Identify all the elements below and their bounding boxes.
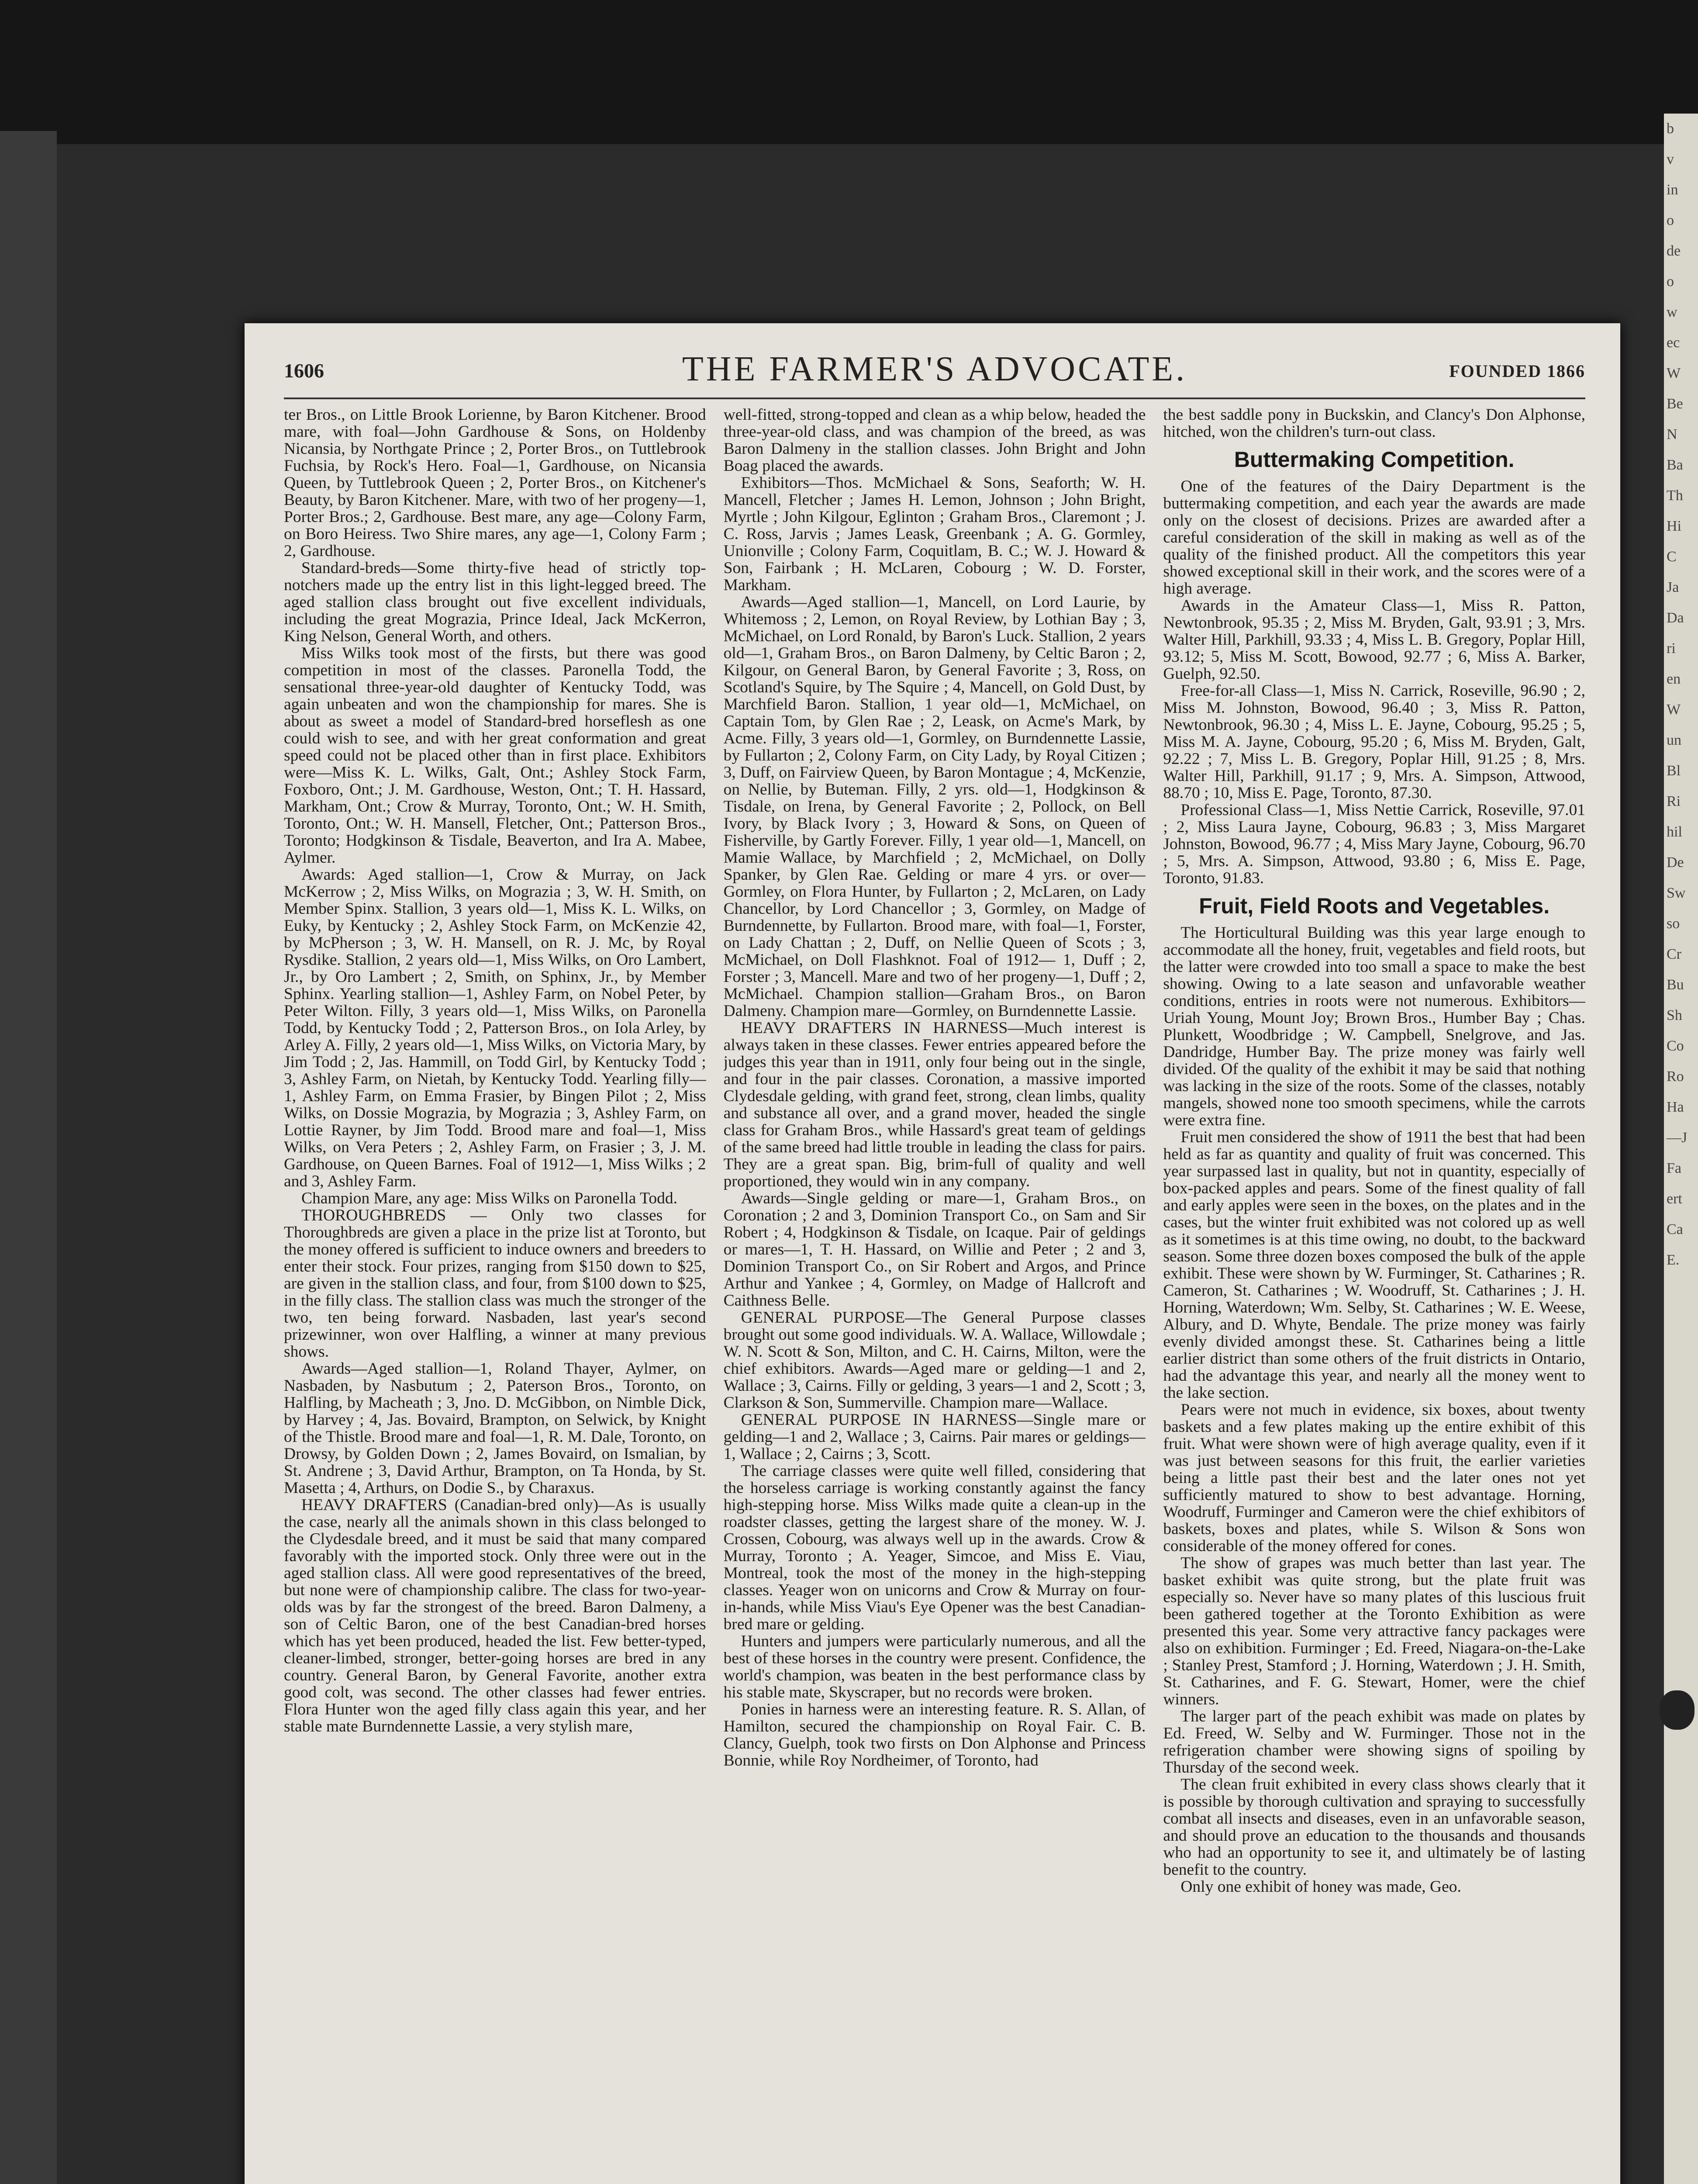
page-number: 1606 [284, 359, 324, 382]
edge-fragment: ert [1667, 1191, 1682, 1207]
edge-fragment: en [1667, 671, 1681, 687]
edge-fragment: b [1667, 121, 1674, 137]
paragraph: Exhibitors—Thos. McMichael & Sons, Seaforth; W. H. Mancell, Fletcher ; James H. Lemon, Johnson ; John Bright, Myrtle ; John Kilgour, Eglinton ; Graham Bros., Claremont ; J. C. Ross, Jarvis ; James Leask, Greenbank ; A. G. Gormley, Unionville ; Colony Farm, Coquitlam, B. C.; W. J. Howard & Son, Fairbank ; H. McLaren, Cobourg ; W. D. Forster, Markham. [723, 474, 1146, 594]
edge-fragment: De [1667, 854, 1684, 871]
column-1 [284, 406, 706, 2184]
paragraph: Fruit men considered the show of 1911 the best that had been held as far as quantity and quality of fruit was concerned. This year surpassed last in quality, but not in quantity, especially of box-packed apples and pears. Some of the finest quality of fall and early apples were seen in the boxes, on the plates and in the cases, but the winter fruit exhibited was not colored up as well as it sometimes is at this time owing, no doubt, to the backward season. Some three dozen boxes composed the bulk of the apple exhibit. These were shown by W. Furminger, St. Catharines ; R. Cameron, St. Catharines ; W. Woodruff, St. Catharines ; J. H. Horning, Waterdown; Wm. Selby, St. Catharines ; W. E. Weese, Albury, and D. Whyte, Bendale. The prize money was fairly evenly divided amongst these. St. Catharines being a little earlier district than some others of the fruit districts in Ontario, had the advantage this year, and nearly all the money went to the lake section. [1163, 1128, 1586, 1402]
paragraph: The Horticultural Building was this year large enough to accommodate all the honey, fruit, vegetables and field roots, but the latter were crowded into too small a space to make the best showing. Owing to a late season and unfavorable weather conditions, entries in roots were not numerous. Exhibitors—Uriah Young, Mount Joy; Brown Bros., Humber Bay ; Chas. Plunkett, Woodbridge ; W. Campbell, Snelgrove, and Jas. Dandridge, Humber Bay. The prize money was fairly well divided. Of the quality of the exhibit it may be said that nothing was lacking in the size of the roots. Some of the classes, notably mangels, showed none too smooth specimens, while the carrots were extra fine. [1163, 924, 1586, 1129]
edge-fragment: ec [1667, 335, 1680, 351]
paragraph: Awards: Aged stallion—1, Crow & Murray, on Jack McKerrow ; 2, Miss Wilks, on Mograzia ; 3, W. H. Smith, on Member Spinx. Stallion, 3 years old—1, Miss K. L. Wilks, on Euky, by Kentucky ; 2, Ashley Stock Farm, on McKenzie 42, by McPherson ; 3, W. H. Mansell, on R. J. Mc, by Royal Rysdike. Stallion, 2 years old—1, Miss Wilks, on Oro Lambert, Jr., by Oro Lambert ; 2, Smith, on Sphinx, Jr., by Member Sphinx. Yearling stallion—1, Ashley Farm, on Nobel Peter, by Peter Wilton. Filly, 3 years old—1, Miss Wilks, on Paronella Todd, by Kentucky Todd ; 2, Patterson Bros., on Iola Arley, by Arley A. Filly, 2 years old—1, Miss Wilks, on Victoria Mary, by Jim Todd ; 2, Jas. Hammill, on Todd Girl, by Kentucky Todd ; 3, Ashley Farm, on Nietah, by Kentucky Todd. Yearling filly—1, Ashley Farm, on Emma Frasier, by Bingen Pilot ; 2, Miss Wilks, on Dossie Mograzia, by Mograzia ; 3, Ashley Farm, on Lottie Rayner, by Jim Todd. Brood mare and foal—1, Miss Wilks, on Vera Peters ; 2, Ashley Farm, on Frasier ; 3, J. M. Gardhouse, on Queen Barnes. Foal of 1912—1, Miss Wilks ; 2 and 3, Ashley Farm. [284, 866, 706, 1190]
paragraph: Hunters and jumpers were particularly numerous, and all the best of these horses in the country were present. Confidence, the world's champion, was beaten in the best performance class by his stable mate, Skyscraper, but no records were broken. [723, 1632, 1146, 1701]
edge-fragment: o [1667, 273, 1674, 290]
paragraph: Pears were not much in evidence, six boxes, about twenty baskets and a few plates making up the entire exhibit of this fruit. What were shown were of high average quality, even if it was just between seasons for this fruit, the earlier varieties being a little past their best and the later ones not yet sufficiently matured to show to best advantage. Horning, Woodruff, Furminger and Cameron were the chief exhibitors of baskets, boxes and plates, while S. Wilson & Sons won considerable of the money offered for cones. [1163, 1401, 1586, 1555]
paragraph: ter Bros., on Little Brook Lorienne, by Baron Kitchener. Brood mare, with foal—John Gardhouse & Sons, on Holdenby Nicansia, by Northgate Prince ; 2, Porter Bros., on Tuttlebrook Fuchsia, by Rock's Hero. Foal—1, Gardhouse, on Nicansia Queen, by Tuttlebrook Queen ; 2, Porter Bros., on Kitchener's Beauty, by Baron Kitchener. Mare, with two of her progeny—1, Porter Bros.; 2, Gardhouse. Best mare, any age—Colony Farm, on Boro Heiress. Two Shire mares, any age—1, Colony Farm ; 2, Gardhouse. [284, 406, 706, 560]
paragraph: Awards—Aged stallion—1, Mancell, on Lord Laurie, by Whitemoss ; 2, Lemon, on Royal Review, by Lothian Bay ; 3, McMichael, on Lord Ronald, by Baron's Luck. Stallion, 2 years old—1, Graham Bros., on Baron Dalmeny, by Celtic Baron ; 2, Kilgour, on General Baron, by General Favorite ; 3, Ross, on Scotland's Squire, by The Squire ; 4, Mancell, on Gold Dust, by Marchfield Baron. Stallion, 1 year old—1, McMichael, on Captain Tom, by Glen Rae ; 2, Leask, on Acme's Mark, by Acme. Filly, 3 years old—1, Gormley, on Burndennette Lassie, by Fullarton ; 2, Colony Farm, on City Lady, by Royal Citizen ; 3, Duff, on Fairview Queen, by Baron Montague ; 4, McKenzie, on Nellie, by Buteman. Filly, 2 yrs. old—1, Hodgkinson & Tisdale, on Irena, by General Favorite ; 2, Pollock, on Bell Ivory, by Black Ivory ; 3, Howard & Sons, on Queen of Fisherville, by Gartly Forever. Filly, 1 year old—1, Mancell, on Mamie Wallace, by Marchfield ; 2, McMichael, on Dolly Spanker, by Glen Rae. Gelding or mare 4 yrs. or over—Gormley, on Flora Hunter, by Fullarton ; 2, McLaren, on Lady Chancellor, by Lord Chancellor ; 3, Gormley, on Madge of Burndennette, by Fullarton. Brood mare, with foal—1, Forster, on Lady Chattan ; 2, Duff, on Nellie Queen of Scots ; 3, McMichael, on Doll Flashknot. Foal of 1912— 1, Duff ; 2, Forster ; 3, Mancell. Mare and two of her progeny—1, Duff ; 2, McMichael. Champion stallion—Graham Bros., on Baron Dalmeny. Champion mare—Gormley, on Burndennette Lassie. [723, 593, 1146, 1020]
article-columns [284, 406, 1585, 2184]
paragraph: Awards—Aged stallion—1, Roland Thayer, Aylmer, on Nasbaden, by Nasbutum ; 2, Paterson Bros., Toronto, on Halfling, by Macheath ; 3, Jno. D. McGibbon, on Nimble Dick, by Harvey ; 4, Jas. Bovaird, Brampton, on Selwick, by Knight of the Thistle. Brood mare and foal—1, R. M. Dale, Toronto, on Drowsy, by Golden Down ; 2, James Bovaird, on Ismalian, by St. Andrene ; 3, David Arthur, Brampton, on Ta Honda, by St. Masetta ; 4, Arthurs, on Dodie S., by Charaxus. [284, 1360, 706, 1497]
edge-fragment: C [1667, 549, 1677, 565]
page-header [284, 349, 1585, 399]
edge-fragment: Bl [1667, 763, 1681, 779]
section-heading: Buttermaking Competition. [1234, 447, 1515, 472]
edge-fragment: Cr [1667, 946, 1681, 962]
edge-fragment: Ja [1667, 579, 1679, 595]
edge-fragment: N [1667, 426, 1677, 442]
paragraph: Ponies in harness were an interesting feature. R. S. Allan, of Hamilton, secured the championship on Royal Fair. C. B. Clancy, Guelph, took two firsts on Don Alphonse and Princess Bonnie, while Roy Nordheimer, of Toronto, had [723, 1700, 1146, 1769]
founded-note: FOUNDED 1866 [1449, 361, 1585, 381]
edge-fragment: Th [1667, 487, 1683, 504]
paragraph: THOROUGHBREDS — Only two classes for Thoroughbreds are given a place in the prize list at Toronto, but the money offered is sufficient to induce owners and breeders to enter their stock. Four prizes, ranging from $150 down to $25, are given in the stallion class, and four, from $100 down to $25, in the filly class. The stallion class was much the stronger of the two, ten being forward. Nasbaden, last year's second prizewinner, won over Halfling, a winner at many previous shows. [284, 1206, 706, 1361]
column-2 [724, 406, 1146, 2184]
paragraph: GENERAL PURPOSE IN HARNESS—Single mare or gelding—1 and 2, Wallace ; 3, Cairns. Pair mares or geldings—1, Wallace ; 2, Cairns ; 3, Scott. [723, 1411, 1146, 1463]
paragraph: GENERAL PURPOSE—The General Purpose classes brought out some good individuals. W. A. Wallace, Willowdale ; W. N. Scott & Son, Milton, and C. H. Cairns, Milton, were the chief exhibitors. Awards—Aged mare or gelding—1 and 2, Wallace ; 3, Cairns. Filly or gelding, 3 years—1 and 2, Scott ; 3, Clarkson & Son, Summerville. Champion mare—Wallace. [723, 1309, 1146, 1412]
edge-fragment: Co [1667, 1038, 1684, 1054]
edge-fragment: so [1667, 916, 1680, 932]
edge-fragment: Sw [1667, 885, 1686, 901]
paragraph: HEAVY DRAFTERS IN HARNESS—Much interest is always taken in these classes. Fewer entries appeared before the judges this year than in 1911, only four being out in the single, and four in the pair classes. Coronation, a massive imported Clydesdale gelding, with grand feet, strong, clean limbs, quality and substance all over, and a grand mover, headed the single class for Graham Bros., while Hassard's great team of geldings of the same breed had little trouble in leading the class for pairs. They are a great span. Big, brim-full of quality and well proportioned, they would win in any company. [723, 1019, 1146, 1190]
paragraph: Free-for-all Class—1, Miss N. Carrick, Roseville, 96.90 ; 2, Miss M. Johnston, Bowood, 96.40 ; 3, Miss R. Patton, Newtonbrook, 96.30 ; 4, Miss L. E. Jayne, Cobourg, 95.25 ; 5, Miss M. A. Jayne, Cobourg, 95.20 ; 6, Miss M. Bryden, Galt, 92.22 ; 7, Miss L. B. Gregory, Poplar Hill, 91.25 ; 8, Mrs. Walter Hill, Parkhill, 91.17 ; 9, Mrs. A. Simpson, Attwood, 88.70 ; 10, Miss E. Page, Toronto, 87.30. [1163, 682, 1586, 802]
ink-smudge [1660, 1690, 1695, 1730]
edge-fragment: Sh [1667, 1007, 1682, 1023]
edge-fragment: —J [1667, 1130, 1688, 1146]
edge-fragment: de [1667, 243, 1681, 259]
paragraph: Standard-breds—Some thirty-five head of strictly top-notchers made up the entry list in this light-legged breed. The aged stallion class brought out five excellent individuals, including the great Mograzia, Prince Ideal, Jack McKerron, King Nelson, General Worth, and others. [284, 559, 706, 645]
edge-fragment: w [1667, 304, 1677, 320]
edge-fragment: hil [1667, 824, 1682, 840]
paragraph: well-fitted, strong-topped and clean as a whip below, headed the three-year-old class, and was champion of the breed, as was Baron Dalmeny in the stallion classes. John Bright and John Boag placed the awards. [723, 406, 1146, 475]
scan-margin-left [0, 131, 57, 2184]
newspaper-page [245, 323, 1620, 2184]
edge-fragment: Hi [1667, 518, 1681, 534]
paragraph: Awards—Single gelding or mare—1, Graham Bros., on Coronation ; 2 and 3, Dominion Transport Co., on Sam and Sir Robert ; 4, Hodgkinson & Tisdale, on Icaque. Pair of geldings or mares—1, T. H. Hassard, on Willie and Peter ; 2 and 3, Dominion Transport Co., on Sir Robert and Argos, and Prince Arthur and Yankee ; 4, Gormley, on Madge of Hallcroft and Caithness Belle. [723, 1189, 1146, 1310]
paragraph: The carriage classes were quite well filled, considering that the horseless carriage is working constantly against the fancy high-stepping horse. Miss Wilks made quite a clean-up in the roadster classes, getting the largest share of the money. W. J. Crossen, Cobourg, was always well up in the awards. Crow & Murray, Toronto ; A. Yeager, Simcoe, and Miss E. Viau, Montreal, took the most of the money in the high-stepping classes. Yeager won on unicorns and Crow & Murray on four-in-hands, while Miss Viau's Eye Opener was the best Canadian-bred mare or gelding. [723, 1462, 1146, 1633]
adjacent-page-edge [1664, 114, 1698, 2184]
scan-margin-top [0, 0, 1698, 144]
edge-fragment: Ha [1667, 1099, 1684, 1115]
paragraph: The clean fruit exhibited in every class shows clearly that it is possible by thorough cultivation and spraying to successfully combat all insects and diseases, even in an unfavorable season, and should prove an education to the thousands and thousands who had an opportunity to see it, and ultimately be of lasting benefit to the country. [1163, 1776, 1586, 1879]
edge-fragment: E. [1667, 1252, 1680, 1268]
paragraph: The show of grapes was much better than last year. The basket exhibit was quite strong, but the plate fruit was especially so. Never have so many plates of this luscious fruit been gathered together at the Toronto Exhibition as were presented this year. Some very attractive fancy packages were also on exhibition. Furminger ; Ed. Freed, Niagara-on-the-Lake ; Stanley Prest, Stamford ; J. Horning, Waterdown ; J. H. Smith, St. Catharines, and F. G. Stewart, Homer, were the chief winners. [1163, 1554, 1586, 1708]
paragraph: HEAVY DRAFTERS (Canadian-bred only)—As is usually the case, nearly all the animals shown in this class belonged to the Clydesdale breed, and it must be said that many compared favorably with the imported stock. Only three were out in the aged stallion class. All were good representatives of the breed, but none were of championship calibre. The class for two-year-olds was by far the strongest of the breed. Baron Dalmeny, a son of Celtic Baron, one of the best Canadian-bred horses which has yet been produced, headed the list. Few better-typed, cleaner-limbed, stronger, better-going horses are bred in any country. General Baron, by General Favorite, another extra good colt, was second. The other classes had fewer entries. Flora Hunter won the aged filly class again this year, and her stable mate Burndennette Lassie, a very stylish mare, [284, 1496, 706, 1735]
paragraph: Awards in the Amateur Class—1, Miss R. Patton, Newtonbrook, 95.35 ; 2, Miss M. Bryden, Galt, 93.91 ; 3, Mrs. Walter Hill, Parkhill, 93.33 ; 4, Miss L. B. Gregory, Poplar Hill, 93.12; 5, Miss M. Scott, Bowood, 92.77 ; 6, Miss A. Barker, Guelph, 92.50. [1163, 597, 1586, 683]
edge-fragment: Bu [1667, 977, 1684, 993]
edge-fragment: Ri [1667, 793, 1681, 809]
paragraph: One of the features of the Dairy Department is the buttermaking competition, and each year the awards are made only on the closest of decisions. Prizes are awarded after a careful consideration of the skill in making as well as of the quality of the finished product. All the competitors this year showed exceptional skill in their work, and the scores were of a high average. [1163, 477, 1586, 598]
edge-fragment: un [1667, 732, 1681, 748]
paragraph: the best saddle pony in Buckskin, and Clancy's Don Alphonse, hitched, won the children's turn-out class. [1163, 406, 1586, 441]
paragraph: The larger part of the peach exhibit was made on plates by Ed. Freed, W. Selby and W. Furminger. Those not in the refrigeration chamber were showing signs of spoiling by Thursday of the second week. [1163, 1707, 1586, 1776]
edge-fragment: o [1667, 212, 1674, 228]
edge-fragment: Be [1667, 396, 1683, 412]
edge-fragment: Ro [1667, 1068, 1684, 1085]
section-heading: Fruit, Field Roots and Vegetables. [1199, 894, 1550, 918]
paragraph: Champion Mare, any age: Miss Wilks on Paronella Todd. [301, 1189, 678, 1207]
edge-fragment: Fa [1667, 1160, 1681, 1176]
column-3 [1163, 406, 1585, 2184]
paragraph: Professional Class—1, Miss Nettie Carrick, Roseville, 97.01 ; 2, Miss Laura Jayne, Cobourg, 96.83 ; 3, Miss Margaret Johnston, Bowood, 96.77 ; 4, Miss Mary Jayne, Cobourg, 96.70 ; 5, Mrs. A. Simpson, Attwood, 93.80 ; 6, Miss E. Page, Toronto, 91.83. [1163, 801, 1586, 887]
paragraph: Only one exhibit of honey was made, Geo. [1180, 1878, 1461, 1896]
edge-fragment: W [1667, 365, 1681, 381]
paragraph: Miss Wilks took most of the firsts, but there was good competition in most of the classes. Paronella Todd, the sensational three-year-old daughter of Kentucky Todd, was again unbeaten and won the championship for mares. She is about as sweet a model of Standard-bred horseflesh as one could wish to see, and with her great conformation and great speed could not be placed other than in first place. Exhibitors were—Miss K. L. Wilks, Galt, Ont.; Ashley Stock Farm, Foxboro, Ont.; J. M. Gardhouse, Weston, Ont.; T. H. Hassard, Markham, Ont.; Crow & Murray, Toronto, Ont.; W. H. Smith, Toronto, Ont.; W. H. Mansell, Fletcher, Ont.; Patterson Bros., Toronto; Hodgkinson & Tisdale, Beaverton, and Ira A. Mabee, Aylmer. [284, 644, 706, 867]
edge-fragment: Ba [1667, 457, 1683, 473]
edge-fragment: Da [1667, 610, 1684, 626]
edge-fragment: ri [1667, 640, 1676, 657]
edge-fragment: W [1667, 702, 1681, 718]
masthead-title: THE FARMER'S ADVOCATE. [682, 350, 1187, 388]
edge-fragment: v [1667, 151, 1674, 167]
edge-fragment: in [1667, 182, 1678, 198]
edge-fragment: Ca [1667, 1221, 1683, 1237]
